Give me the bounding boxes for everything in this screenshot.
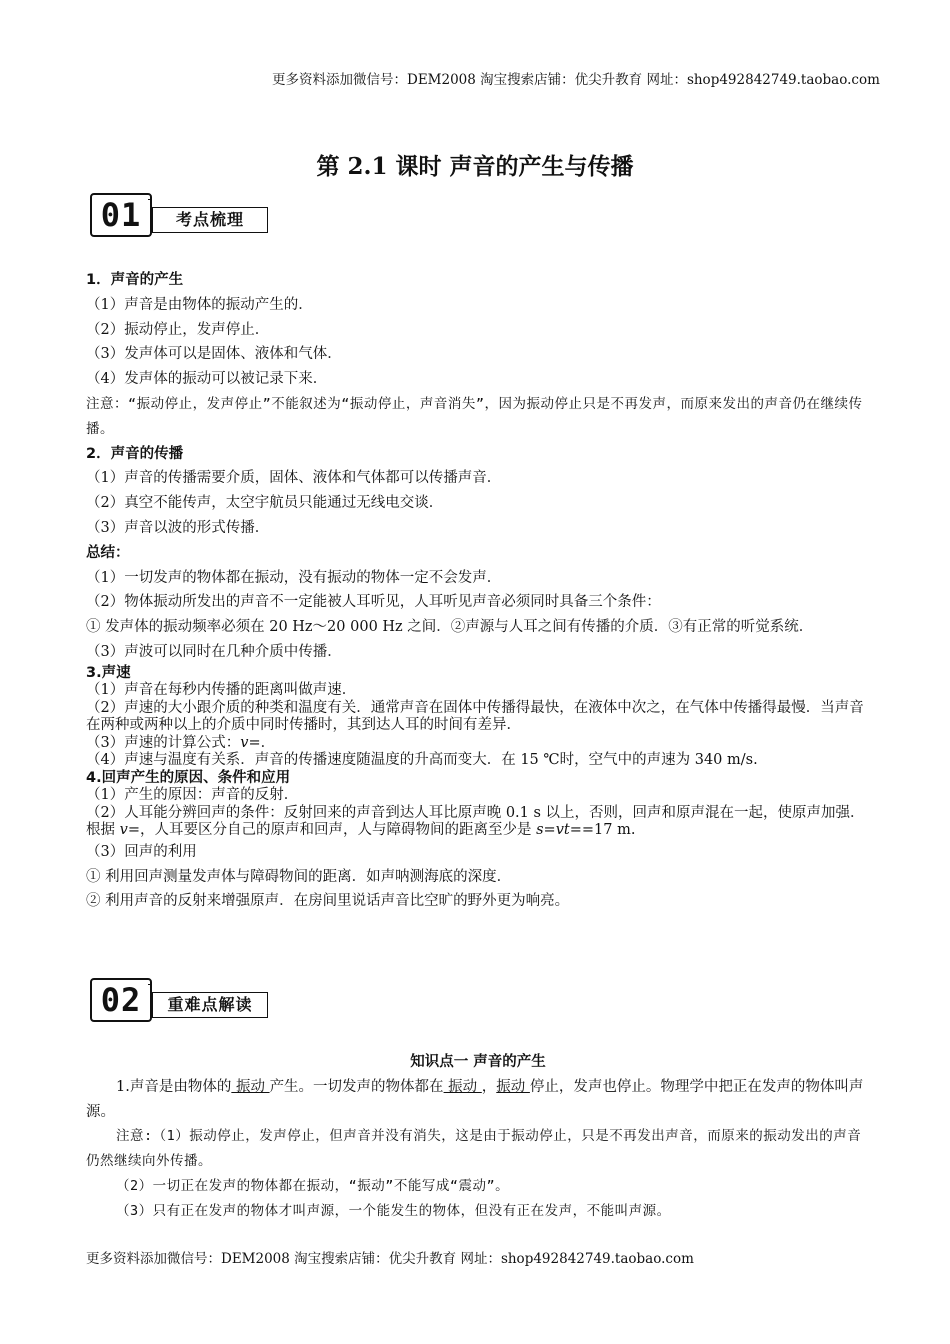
sound-speed-block (86, 665, 870, 840)
page-footer: 更多资料添加微信号：DEM2008 淘宝搜索店铺：优尖升教育 网址：shop492842749.taobao.com (86, 1251, 694, 1267)
badge-number: 01 (90, 193, 152, 237)
list-item: （4）发声体的振动可以被记录下来． (86, 371, 328, 388)
list-item: （1）声音是由物体的振动产生的． (86, 296, 313, 313)
section-badge-02 (90, 978, 270, 1020)
note-text: 注意：“振动停止，发声停止”不能叙述为“振动停止，声音消失”，因为振动停止只是不再发声，而原来发出的声音仍在继续传播。 (86, 395, 863, 437)
list-item: ① 利用回声测量发声体与障碍物间的距离．如声呐测海底的深度． (86, 868, 512, 885)
heading-sound-production: 1．声音的产生 (86, 272, 184, 288)
list-item: （3）声音以波的形式传播． (86, 519, 270, 536)
note-text: （2）一切正在发声的物体都在振动，“振动”不能写成“震动”。 (116, 1177, 510, 1194)
badge-connector (148, 199, 152, 200)
list-item: （4）声速与温度有关系．声音的传播速度随温度的升高而变大．在 15 ℃时，空气中的声速为 340 m/s. (86, 752, 758, 769)
list-item: （1）产生的原因：声音的反射． (86, 787, 299, 804)
paragraph: 1.声音是由物体的 振动 产生。一切发声的物体都在 振动 ，振动 停止，发声也停止。物理学中把正在发声的物体叫声源。 (86, 1078, 864, 1120)
list-item: （3）回声的利用 (86, 843, 197, 860)
section-badge-01 (90, 193, 270, 235)
badge-number: 02 (90, 978, 152, 1022)
list-item: （1）一切发声的物体都在振动，没有振动的物体一定不会发声． (86, 569, 502, 586)
formula-line: 根据 v=，人耳要区分自己的原声和回声，人与障碍物间的距离至少是 s=vt==17 m. (86, 822, 636, 839)
section-key-points (86, 268, 870, 914)
heading-sound-propagation: 2．声音的传播 (86, 445, 184, 462)
list-item: ② 利用声音的反射来增强原声．在房间里说话声音比空旷的野外更为响亮。 (86, 893, 570, 910)
list-item: （2）真空不能传声，太空宇航员只能通过无线电交谈． (86, 495, 444, 512)
list-item: （1）声音在每秒内传播的距离叫做声速． (86, 682, 357, 699)
page-title: 第 2.1 课时 声音的产生与传播 (316, 153, 634, 180)
list-item: （2）物体振动所发出的声音不一定能被人耳听见，人耳听见声音必须同时具备三个条件： (86, 594, 661, 611)
page-header: 更多资料添加微信号：DEM2008 淘宝搜索店铺：优尖升教育 网址：shop492842749.taobao.com (272, 72, 880, 88)
section-difficulty (86, 1050, 870, 1224)
badge-label: 重难点解读 (152, 992, 268, 1018)
list-item: （2）人耳能分辨回声的条件：反射回来的声音到达人耳比原声晚 0.1 s 以上，否则，回声和原声混在一起，使原声加强． (86, 804, 865, 821)
knowledge-point-heading: 知识点一 声音的产生 (410, 1054, 546, 1070)
list-item: （2）声速的大小跟介质的种类和温度有关．通常声音在固体中传播得最快，在液体中次之，在气体中传播得最慢．当声音在两种或两种以上的介质中同时传播时，其到达人耳的时间有差异． (86, 699, 864, 734)
list-item: （2）振动停止，发声停止． (86, 321, 270, 338)
note-text: （3）只有正在发声的物体才叫声源，一个能发生的物体，但没有正在发声，不能叫声源。 (116, 1202, 671, 1219)
list-item: （3）发声体可以是固体、液体和气体． (86, 346, 342, 363)
list-item: （1）声音的传播需要介质，固体、液体和气体都可以传播声音． (86, 470, 502, 487)
badge-label: 考点梳理 (152, 207, 268, 233)
heading-sound-speed: 3.声速 (86, 664, 131, 681)
note-text: 注意:（1）振动停止，发声停止，但声音并没有消失，这是由于振动停止，只是不再发出声音，而原来的振动发出的声音仍然继续向外传播。 (86, 1128, 862, 1170)
summary-heading: 总结： (86, 544, 130, 561)
list-item: ① 发声体的振动频率必须在 20 Hz～20 000 Hz 之间．②声源与人耳之间有传播的介质．③有正常的听觉系统． (86, 619, 814, 636)
heading-echo: 4.回声产生的原因、条件和应用 (86, 769, 291, 786)
badge-connector (148, 984, 152, 985)
list-item: （3）声波可以同时在几种介质中传播． (86, 643, 342, 660)
formula-line: （3）声速的计算公式：v=． (86, 734, 276, 751)
